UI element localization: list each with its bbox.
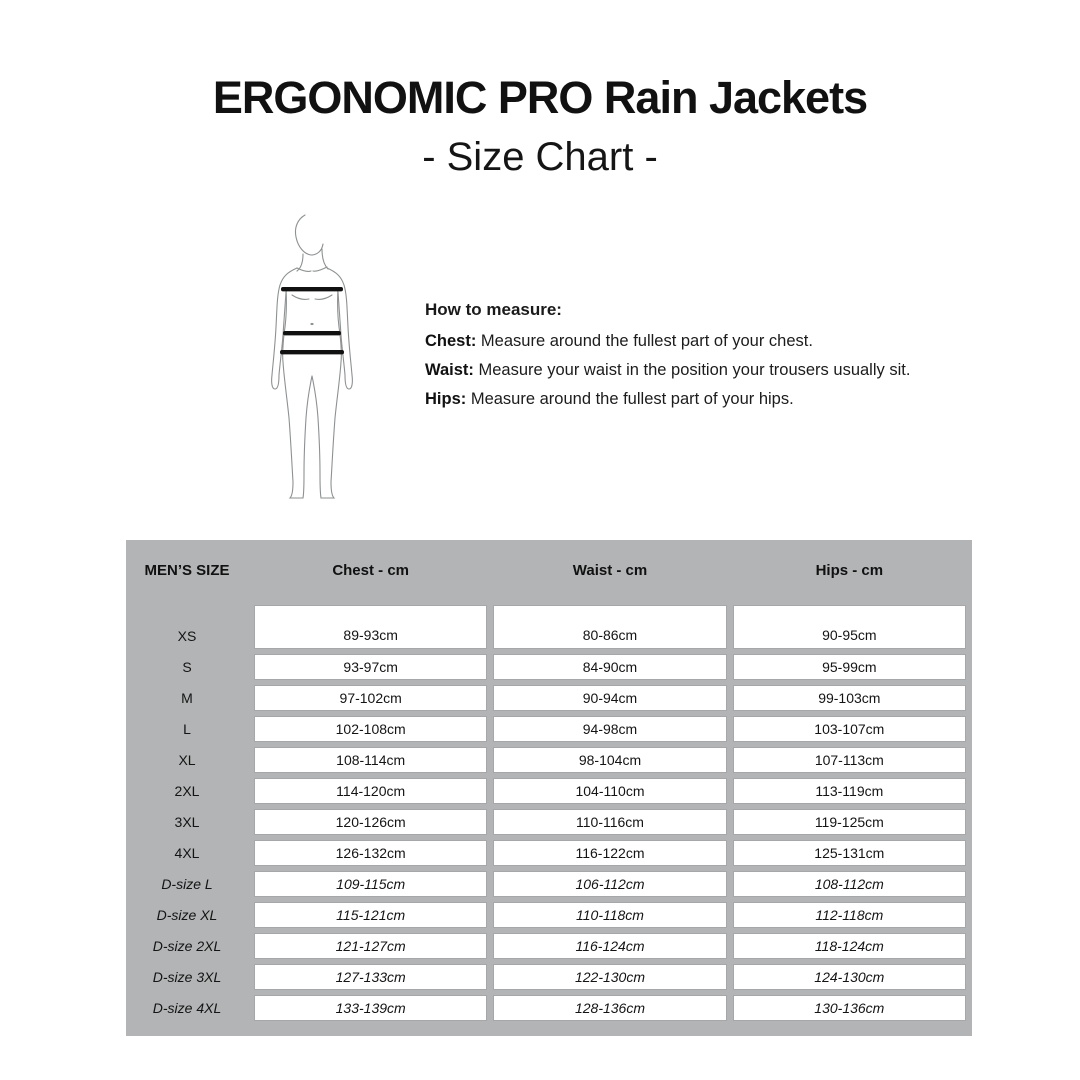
row-waist-value: 80-86cm	[493, 605, 726, 649]
clavicle-right-line	[313, 267, 327, 271]
size-table-grid	[126, 540, 972, 1021]
row-hips-value: 118-124cm	[733, 933, 966, 959]
row-waist-value: 128-136cm	[493, 995, 726, 1021]
measure-item-waist	[425, 356, 945, 385]
row-waist-value: 90-94cm	[493, 685, 726, 711]
waist-measure-band	[283, 331, 341, 335]
measure-guide	[425, 295, 945, 414]
row-chest-value: 89-93cm	[254, 605, 487, 649]
row-waist-value: 116-122cm	[493, 840, 726, 866]
row-waist-value: 116-124cm	[493, 933, 726, 959]
page-subtitle: - Size Chart -	[422, 135, 658, 179]
row-size-label: D-size L	[161, 876, 213, 892]
right-torso-leg-outline	[312, 288, 341, 498]
measure-item-chest-text: Measure around the fullest part of your chest.	[476, 332, 813, 350]
row-hips-value: 90-95cm	[733, 605, 966, 649]
row-size-label: 3XL	[174, 814, 200, 830]
chest-measure-band	[281, 287, 343, 291]
hips-measure-band	[280, 350, 344, 354]
measure-item-hips-text: Measure around the fullest part of your hips.	[466, 390, 794, 408]
row-chest-value: 133-139cm	[254, 995, 487, 1021]
header-waist: Waist - cm	[572, 561, 648, 579]
size-table	[126, 540, 972, 1036]
navel-dot	[310, 323, 313, 325]
measure-item-chest	[425, 327, 945, 356]
measure-item-waist-text: Measure your waist in the position your trousers usually sit.	[473, 361, 911, 379]
header-hips: Hips - cm	[815, 561, 884, 579]
row-chest-value: 127-133cm	[254, 964, 487, 990]
row-chest-value: 121-127cm	[254, 933, 487, 959]
row-size-label: XL	[178, 752, 196, 768]
body-measurement-figure	[237, 210, 387, 510]
header-chest: Chest - cm	[332, 561, 409, 579]
row-waist-value: 106-112cm	[493, 871, 726, 897]
row-waist-value: 94-98cm	[493, 716, 726, 742]
row-waist-value: 110-118cm	[493, 902, 726, 928]
page-title: ERGONOMIC PRO Rain Jackets	[212, 72, 868, 123]
row-chest-value: 114-120cm	[254, 778, 487, 804]
row-chest-value: 97-102cm	[254, 685, 487, 711]
row-chest-value: 102-108cm	[254, 716, 487, 742]
body-outline-illustration	[237, 210, 387, 510]
right-pec-line	[315, 295, 332, 299]
row-hips-value: 112-118cm	[733, 902, 966, 928]
row-hips-value: 108-112cm	[733, 871, 966, 897]
row-chest-value: 120-126cm	[254, 809, 487, 835]
row-hips-value: 107-113cm	[733, 747, 966, 773]
row-waist-value: 84-90cm	[493, 654, 726, 680]
left-torso-leg-outline	[283, 288, 312, 498]
neck-right-line	[322, 249, 328, 269]
row-hips-value: 103-107cm	[733, 716, 966, 742]
measure-item-chest-label: Chest:	[425, 332, 477, 350]
row-chest-value: 93-97cm	[254, 654, 487, 680]
left-pec-line	[292, 295, 309, 299]
row-waist-value: 110-116cm	[493, 809, 726, 835]
measure-item-hips	[425, 385, 945, 414]
row-hips-value: 99-103cm	[733, 685, 966, 711]
header-mens-size: MEN’S SIZE	[144, 561, 230, 579]
row-hips-value: 124-130cm	[733, 964, 966, 990]
row-chest-value: 115-121cm	[254, 902, 487, 928]
row-chest-value: 109-115cm	[254, 871, 487, 897]
head-outline	[295, 215, 323, 255]
measure-item-waist-label: Waist:	[425, 361, 474, 379]
row-size-label: D-size XL	[156, 907, 218, 923]
row-hips-value: 130-136cm	[733, 995, 966, 1021]
row-size-label: 4XL	[174, 845, 200, 861]
row-size-label: M	[181, 690, 193, 706]
row-size-label: D-size 4XL	[152, 1000, 222, 1016]
row-hips-value: 95-99cm	[733, 654, 966, 680]
row-size-label: 2XL	[174, 783, 200, 799]
row-waist-value: 98-104cm	[493, 747, 726, 773]
row-chest-value: 108-114cm	[254, 747, 487, 773]
measure-guide-heading: How to measure:	[425, 300, 562, 319]
row-size-label: L	[183, 721, 191, 737]
row-waist-value: 104-110cm	[493, 778, 726, 804]
title-block	[0, 72, 1080, 182]
row-hips-value: 125-131cm	[733, 840, 966, 866]
row-size-label: D-size 3XL	[152, 969, 222, 985]
row-size-label: S	[182, 659, 192, 675]
row-size-label: XS	[177, 628, 197, 644]
row-waist-value: 122-130cm	[493, 964, 726, 990]
measure-item-hips-label: Hips:	[425, 390, 467, 408]
row-size-label: D-size 2XL	[152, 938, 222, 954]
row-hips-value: 119-125cm	[733, 809, 966, 835]
row-chest-value: 126-132cm	[254, 840, 487, 866]
row-hips-value: 113-119cm	[733, 778, 966, 804]
